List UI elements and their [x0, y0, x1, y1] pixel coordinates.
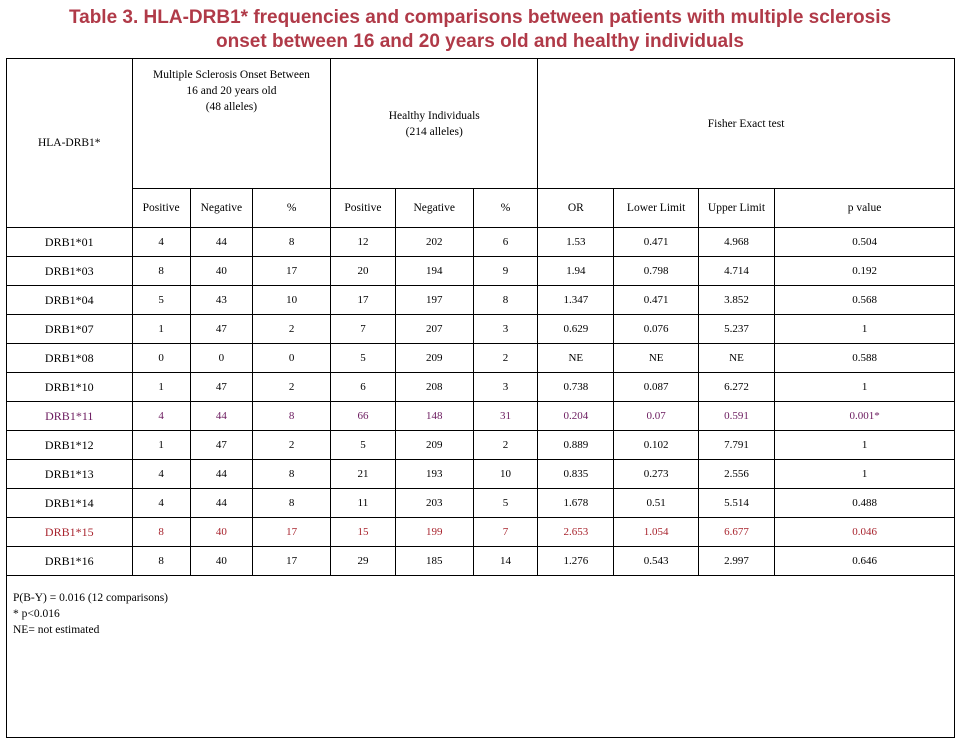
table-cell: 40: [190, 257, 252, 286]
table-cell: 1.53: [538, 228, 614, 257]
table-row: [7, 315, 955, 344]
table-cell: 193: [395, 460, 473, 489]
group-header-healthy: Healthy Individuals (214 alleles): [331, 59, 538, 189]
table-row: [7, 547, 955, 576]
table-cell: 4.968: [698, 228, 774, 257]
table-cell: 0.629: [538, 315, 614, 344]
table-cell: 4: [132, 460, 190, 489]
table-cell: 31: [473, 402, 537, 431]
table-cell: 2: [253, 315, 331, 344]
table-row: [7, 431, 955, 460]
table-cell: 17: [253, 547, 331, 576]
table-cell: 5: [331, 431, 395, 460]
table-cell: 1.678: [538, 489, 614, 518]
table-cell: 8: [253, 489, 331, 518]
table-cell: 4: [132, 489, 190, 518]
table-cell: 12: [331, 228, 395, 257]
table-cell: 0.568: [775, 286, 955, 315]
table-cell: 17: [253, 518, 331, 547]
table-cell: 0: [253, 344, 331, 373]
table-cell: 0.204: [538, 402, 614, 431]
table-cell: 1: [132, 431, 190, 460]
table-cell: 0.076: [614, 315, 698, 344]
allele-name-cell: DRB1*01: [7, 228, 133, 257]
table-cell: 1: [132, 373, 190, 402]
table-cell: 2: [253, 373, 331, 402]
table-row: [7, 402, 955, 431]
table-cell: 0.738: [538, 373, 614, 402]
table-cell: 0.192: [775, 257, 955, 286]
subheader-cell: Positive: [331, 189, 395, 228]
table-cell: 208: [395, 373, 473, 402]
table-cell: 8: [473, 286, 537, 315]
table-cell: 7: [331, 315, 395, 344]
table-cell: 0.591: [698, 402, 774, 431]
table-cell: 0.471: [614, 286, 698, 315]
table-row: [7, 257, 955, 286]
table-cell: 8: [132, 257, 190, 286]
table-row: [7, 489, 955, 518]
table-cell: 0.07: [614, 402, 698, 431]
table-cell: 1: [775, 373, 955, 402]
table-cell: 203: [395, 489, 473, 518]
group-header-fisher: Fisher Exact test: [538, 59, 955, 189]
title-line-2: onset between 16 and 20 years old and healthy individuals: [216, 31, 744, 52]
table-cell: 40: [190, 547, 252, 576]
table-cell: 1: [775, 431, 955, 460]
table-cell: 5: [331, 344, 395, 373]
table-body: [7, 228, 955, 576]
table-cell: NE: [698, 344, 774, 373]
table-cell: 0.001*: [775, 402, 955, 431]
subheader-cell: p value: [775, 189, 955, 228]
table-cell: 199: [395, 518, 473, 547]
table-cell: 6: [331, 373, 395, 402]
table-cell: 44: [190, 228, 252, 257]
table-cell: NE: [538, 344, 614, 373]
note-line: NE= not estimated: [13, 624, 100, 636]
group-header-ms: Multiple Sclerosis Onset Between 16 and 20 years old (48 alleles): [132, 59, 331, 189]
table-cell: 0.835: [538, 460, 614, 489]
table-cell: 2: [473, 431, 537, 460]
table-cell: 8: [253, 460, 331, 489]
table-cell: 47: [190, 373, 252, 402]
table-cell: 5.514: [698, 489, 774, 518]
table-cell: 43: [190, 286, 252, 315]
allele-name-cell: DRB1*16: [7, 547, 133, 576]
table-cell: 1.054: [614, 518, 698, 547]
table-cell: 44: [190, 402, 252, 431]
table-cell: 6: [473, 228, 537, 257]
table-cell: 40: [190, 518, 252, 547]
subheader-cell: Negative: [395, 189, 473, 228]
subheader-cell: Upper Limit: [698, 189, 774, 228]
table-cell: 17: [253, 257, 331, 286]
table-cell: 15: [331, 518, 395, 547]
table-cell: 2.556: [698, 460, 774, 489]
allele-name-cell: DRB1*04: [7, 286, 133, 315]
table-cell: 0.087: [614, 373, 698, 402]
table-cell: 0: [190, 344, 252, 373]
table-cell: 2.997: [698, 547, 774, 576]
table-cell: 7: [473, 518, 537, 547]
table-row: [7, 286, 955, 315]
table-cell: 2.653: [538, 518, 614, 547]
table-cell: 1: [132, 315, 190, 344]
table-cell: 8: [253, 402, 331, 431]
allele-name-cell: DRB1*08: [7, 344, 133, 373]
table-cell: 4.714: [698, 257, 774, 286]
table-cell: 21: [331, 460, 395, 489]
table-cell: 10: [253, 286, 331, 315]
table-cell: 11: [331, 489, 395, 518]
table-cell: 0.889: [538, 431, 614, 460]
table-cell: 8: [132, 547, 190, 576]
table-cell: 9: [473, 257, 537, 286]
table-cell: 194: [395, 257, 473, 286]
subheader-cell: Positive: [132, 189, 190, 228]
table-cell: 0.543: [614, 547, 698, 576]
table-row: [7, 344, 955, 373]
subheader-cell: Negative: [190, 189, 252, 228]
table-cell: 44: [190, 460, 252, 489]
table-cell: 6.677: [698, 518, 774, 547]
header-row-sub: [7, 189, 955, 228]
subheader-cell: Lower Limit: [614, 189, 698, 228]
table-cell: 1.94: [538, 257, 614, 286]
notes-row: [7, 576, 955, 738]
note-line: P(B-Y) = 0.016 (12 comparisons): [13, 592, 169, 604]
hla-frequency-table: [6, 58, 955, 738]
table-cell: 5.237: [698, 315, 774, 344]
table-cell: 1: [775, 460, 955, 489]
table-cell: 0.646: [775, 547, 955, 576]
header-row-top: [7, 59, 955, 189]
table-cell: 207: [395, 315, 473, 344]
table-cell: 2: [473, 344, 537, 373]
table-cell: 197: [395, 286, 473, 315]
table-row: [7, 228, 955, 257]
allele-name-cell: DRB1*15: [7, 518, 133, 547]
table-cell: 209: [395, 344, 473, 373]
table-cell: 3: [473, 315, 537, 344]
subheader-cell: %: [253, 189, 331, 228]
table-cell: 66: [331, 402, 395, 431]
allele-name-cell: DRB1*10: [7, 373, 133, 402]
note-line: * p<0.016: [13, 608, 60, 620]
table-cell: 1.347: [538, 286, 614, 315]
table-cell: 0.046: [775, 518, 955, 547]
table-cell: 0.51: [614, 489, 698, 518]
table-title: [0, 6, 960, 54]
table-cell: 4: [132, 228, 190, 257]
table-cell: 209: [395, 431, 473, 460]
allele-name-cell: DRB1*13: [7, 460, 133, 489]
table-cell: 44: [190, 489, 252, 518]
table-cell: 185: [395, 547, 473, 576]
table-cell: 0.488: [775, 489, 955, 518]
table-cell: 1: [775, 315, 955, 344]
allele-name-cell: DRB1*12: [7, 431, 133, 460]
table-cell: 0.504: [775, 228, 955, 257]
allele-name-cell: DRB1*11: [7, 402, 133, 431]
table-cell: 8: [132, 518, 190, 547]
table-cell: 20: [331, 257, 395, 286]
table-cell: 29: [331, 547, 395, 576]
table-cell: 6.272: [698, 373, 774, 402]
table-cell: 8: [253, 228, 331, 257]
table-cell: 14: [473, 547, 537, 576]
table-cell: 10: [473, 460, 537, 489]
table-cell: 5: [473, 489, 537, 518]
table-cell: 0.798: [614, 257, 698, 286]
allele-name-cell: DRB1*03: [7, 257, 133, 286]
subheader-cell: OR: [538, 189, 614, 228]
table-cell: 47: [190, 315, 252, 344]
table-cell: 1.276: [538, 547, 614, 576]
subheader-cell: %: [473, 189, 537, 228]
allele-name-cell: DRB1*14: [7, 489, 133, 518]
table-cell: 47: [190, 431, 252, 460]
table-row: [7, 373, 955, 402]
table-notes: [7, 576, 955, 738]
table-row: [7, 460, 955, 489]
table-cell: NE: [614, 344, 698, 373]
rowlabel-header: HLA-DRB1*: [7, 59, 133, 228]
table-cell: 4: [132, 402, 190, 431]
table-cell: 202: [395, 228, 473, 257]
table-cell: 7.791: [698, 431, 774, 460]
table-cell: 3.852: [698, 286, 774, 315]
table-cell: 0.471: [614, 228, 698, 257]
table-row: [7, 518, 955, 547]
table-cell: 0.273: [614, 460, 698, 489]
table-cell: 0.102: [614, 431, 698, 460]
allele-name-cell: DRB1*07: [7, 315, 133, 344]
table-cell: 2: [253, 431, 331, 460]
table-cell: 3: [473, 373, 537, 402]
table-cell: 0.588: [775, 344, 955, 373]
table-cell: 17: [331, 286, 395, 315]
table-cell: 148: [395, 402, 473, 431]
title-line-1: Table 3. HLA-DRB1* frequencies and comparisons between patients with multiple sclerosis: [68, 7, 892, 28]
table-cell: 5: [132, 286, 190, 315]
table-cell: 0: [132, 344, 190, 373]
